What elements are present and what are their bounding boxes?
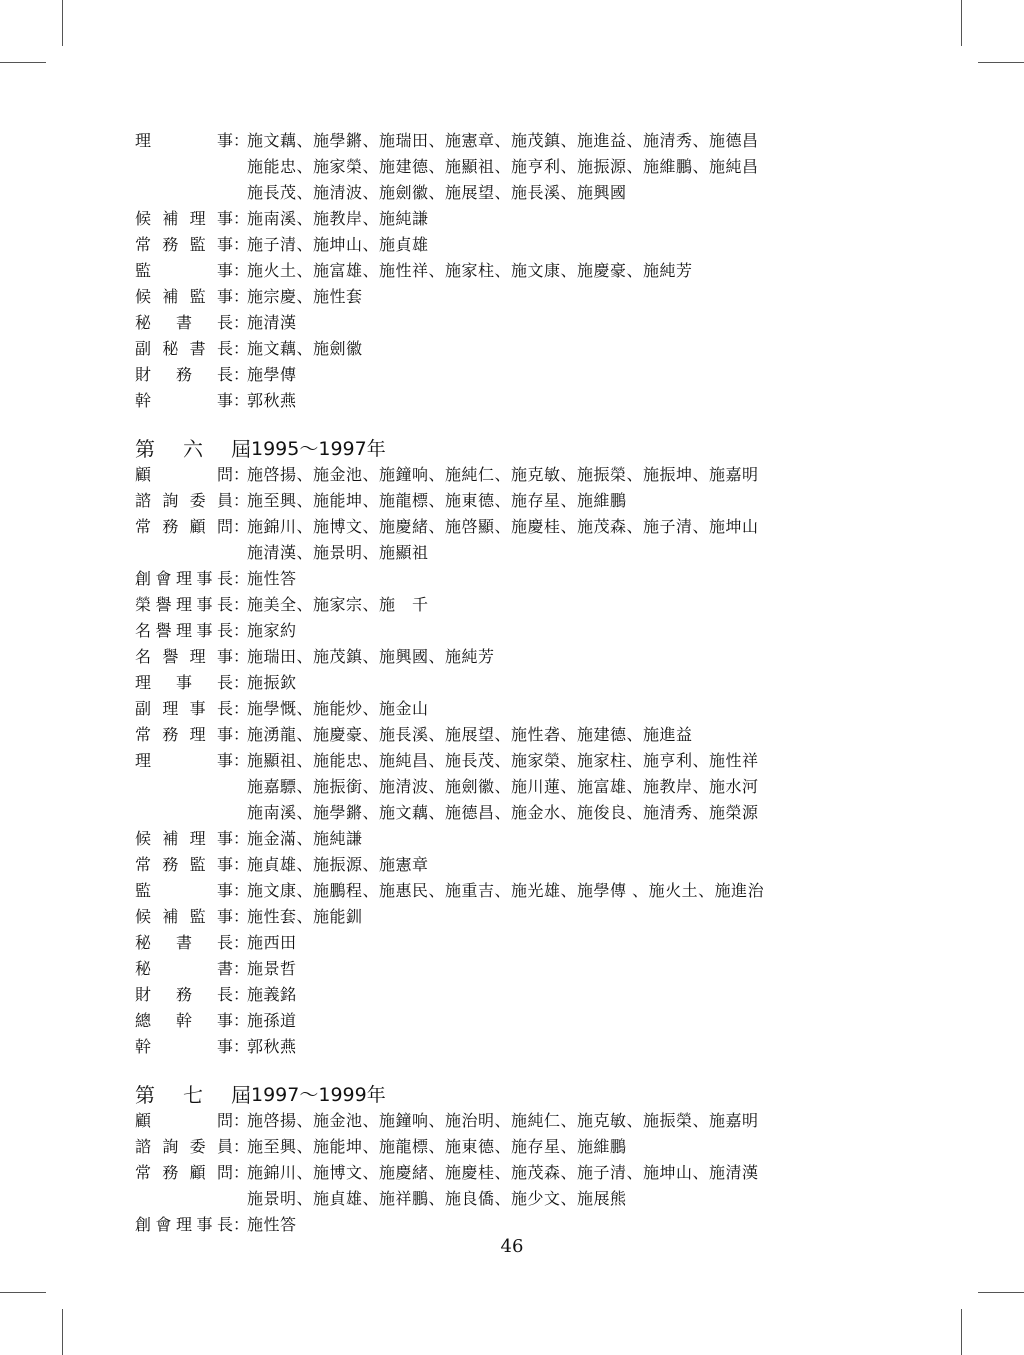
crop-mark-top-right-v (961, 0, 962, 46)
member-names (247, 592, 915, 618)
member-names (247, 514, 915, 566)
role-label: 候 補 監 事 ： (135, 287, 250, 306)
names-line: 施瑞田、施茂鎮、施興國、施純芳 (247, 647, 495, 666)
roster-row (135, 462, 915, 488)
member-names (247, 488, 915, 514)
term-title: 第 七 屆 (135, 1083, 251, 1107)
names-line: 施美全、施家宗、施 千 (247, 595, 429, 614)
role-label: 常 務 監 事 ： (135, 855, 250, 874)
roster-row (135, 644, 915, 670)
names-line: 施顯祖、施能忠、施純昌、施長茂、施家榮、施家柱、施亨利、施性祥 (247, 751, 759, 770)
names-line: 施宗慶、施性套 (247, 287, 363, 306)
role-label: 常 務 顧 問 ： (135, 517, 250, 536)
names-line: 施能忠、施家榮、施建德、施顯祖、施亨利、施振源、施維鵬、施純昌 (247, 157, 759, 176)
roster-row (135, 930, 915, 956)
member-names (247, 362, 915, 388)
member-names (247, 1160, 915, 1212)
member-names (247, 462, 915, 488)
term-years: 1995～1997年 (251, 438, 386, 460)
role-label: 理 事 ： (135, 131, 250, 150)
names-line: 郭秋燕 (247, 1037, 297, 1056)
roster-row (135, 336, 915, 362)
names-line: 施清漢 (247, 313, 297, 332)
role-label: 監 事 ： (135, 261, 250, 280)
role-label: 名 譽 理 事 長 ： (135, 621, 250, 640)
member-names (247, 618, 915, 644)
member-names (247, 748, 915, 826)
role-label: 候 補 理 事 ： (135, 209, 250, 228)
roster-row (135, 310, 915, 336)
crop-mark-bottom-left-v (62, 1309, 63, 1355)
names-line: 施性答 (247, 1215, 297, 1234)
member-names (247, 206, 915, 232)
member-names (247, 232, 915, 258)
names-line: 施清漢、施景明、施顯祖 (247, 543, 429, 562)
term-heading (135, 436, 915, 462)
member-names (247, 388, 915, 414)
role-label: 秘 書 長 ： (135, 313, 250, 332)
roster-row (135, 982, 915, 1008)
member-names (247, 1134, 915, 1160)
roster-row (135, 696, 915, 722)
member-names (247, 1212, 915, 1238)
role-label: 顧 問 ： (135, 1111, 250, 1130)
member-names (247, 258, 915, 284)
names-line: 施長茂、施清波、施劍徽、施展望、施長溪、施興國 (247, 183, 627, 202)
member-names (247, 670, 915, 696)
names-line: 施家約 (247, 621, 297, 640)
roster-row (135, 1108, 915, 1134)
member-names (247, 878, 915, 904)
names-line: 施文藕、施學鏘、施瑞田、施憲章、施茂鎮、施進益、施清秀、施德昌 (247, 131, 759, 150)
roster-row (135, 128, 915, 206)
member-names (247, 930, 915, 956)
role-label: 諮 詢 委 員 ： (135, 1137, 250, 1156)
roster-content (135, 128, 915, 1238)
role-label: 候 補 理 事 ： (135, 829, 250, 848)
names-line: 施至興、施能坤、施龍標、施東德、施存星、施維鵬 (247, 1137, 627, 1156)
page-number: 46 (500, 1236, 524, 1257)
role-label: 常 務 理 事 ： (135, 725, 250, 744)
roster-row (135, 748, 915, 826)
crop-mark-top-left-v (62, 0, 63, 46)
names-line: 施貞雄、施振源、施憲章 (247, 855, 429, 874)
role-label: 理 事 長 ： (135, 673, 250, 692)
names-line: 施性套、施能釧 (247, 907, 363, 926)
names-line: 施錦川、施博文、施慶緒、施慶桂、施茂森、施子清、施坤山、施清漢 (247, 1163, 759, 1182)
roster-row (135, 956, 915, 982)
member-names (247, 1108, 915, 1134)
roster-row (135, 1034, 915, 1060)
member-names (247, 722, 915, 748)
member-names (247, 284, 915, 310)
role-label: 顧 問 ： (135, 465, 250, 484)
names-line: 施南溪、施學鏘、施文藕、施德昌、施金水、施俊良、施清秀、施榮源 (247, 803, 759, 822)
term-section (135, 436, 915, 1060)
member-names (247, 1034, 915, 1060)
names-line: 施文藕、施劍徽 (247, 339, 363, 358)
member-names (247, 566, 915, 592)
term-title: 第 六 屆 (135, 437, 251, 461)
crop-mark-bottom-right-h (978, 1292, 1024, 1293)
role-label: 理 事 ： (135, 751, 250, 770)
names-line: 施學傳 (247, 365, 297, 384)
names-line: 施學慨、施能炒、施金山 (247, 699, 429, 718)
roster-row (135, 362, 915, 388)
role-label: 諮 詢 委 員 ： (135, 491, 250, 510)
roster-row (135, 1160, 915, 1212)
member-names (247, 310, 915, 336)
names-line: 郭秋燕 (247, 391, 297, 410)
role-label: 常 務 顧 問 ： (135, 1163, 250, 1182)
role-label: 幹 事 ： (135, 391, 250, 410)
role-label: 副 秘 書 長 ： (135, 339, 250, 358)
names-line: 施啓揚、施金池、施鐘响、施治明、施純仁、施克敏、施振榮、施嘉明 (247, 1111, 759, 1130)
names-line: 施子清、施坤山、施貞雄 (247, 235, 429, 254)
term-heading (135, 1082, 915, 1108)
roster-row (135, 852, 915, 878)
member-names (247, 696, 915, 722)
roster-row (135, 1008, 915, 1034)
names-line: 施景哲 (247, 959, 297, 978)
roster-row (135, 206, 915, 232)
names-line: 施性答 (247, 569, 297, 588)
roster-row (135, 488, 915, 514)
names-line: 施振欽 (247, 673, 297, 692)
role-label: 創 會 理 事 長 ： (135, 569, 250, 588)
term-years: 1997～1999年 (251, 1084, 386, 1106)
role-label: 榮 譽 理 事 長 ： (135, 595, 250, 614)
role-label: 副 理 事 長 ： (135, 699, 250, 718)
roster-row (135, 232, 915, 258)
role-label: 財 務 長 ： (135, 985, 250, 1004)
roster-row (135, 618, 915, 644)
crop-mark-top-left-h (0, 62, 46, 63)
member-names (247, 826, 915, 852)
member-names (247, 128, 915, 206)
member-names (247, 852, 915, 878)
names-line: 施火土、施富雄、施性祥、施家柱、施文康、施慶豪、施純芳 (247, 261, 693, 280)
roster-row (135, 722, 915, 748)
names-line: 施孫道 (247, 1011, 297, 1030)
roster-row (135, 670, 915, 696)
names-line: 施文康、施鵬程、施惠民、施重吉、施光雄、施學傳 、施火土、施進治 (247, 881, 765, 900)
term-section (135, 1082, 915, 1238)
names-line: 施景明、施貞雄、施祥鵬、施良僑、施少文、施展熊 (247, 1189, 627, 1208)
roster-row (135, 592, 915, 618)
role-label: 幹 事 ： (135, 1037, 250, 1056)
roster-row (135, 1134, 915, 1160)
names-line: 施湧龍、施慶豪、施長溪、施展望、施性砻、施建德、施進益 (247, 725, 693, 744)
member-names (247, 904, 915, 930)
member-names (247, 644, 915, 670)
roster-row (135, 566, 915, 592)
role-label: 財 務 長 ： (135, 365, 250, 384)
member-names (247, 1008, 915, 1034)
roster-row (135, 514, 915, 566)
role-label: 創 會 理 事 長 ： (135, 1215, 250, 1234)
names-line: 施至興、施能坤、施龍標、施東德、施存星、施維鵬 (247, 491, 627, 510)
roster-row (135, 258, 915, 284)
crop-mark-top-right-h (978, 62, 1024, 63)
roster-row (135, 1212, 915, 1238)
member-names (247, 956, 915, 982)
role-label: 常 務 監 事 ： (135, 235, 250, 254)
names-line: 施義銘 (247, 985, 297, 1004)
term-section (135, 128, 915, 414)
role-label: 候 補 監 事 ： (135, 907, 250, 926)
member-names (247, 336, 915, 362)
roster-row (135, 826, 915, 852)
names-line: 施啓揚、施金池、施鐘响、施純仁、施克敏、施振榮、施振坤、施嘉明 (247, 465, 759, 484)
roster-row (135, 904, 915, 930)
role-label: 秘 書 ： (135, 959, 250, 978)
names-line: 施嘉驃、施振銜、施清波、施劍徽、施川蓮、施富雄、施教岸、施水河 (247, 777, 759, 796)
role-label: 名 譽 理 事 ： (135, 647, 250, 666)
names-line: 施金滿、施純謙 (247, 829, 363, 848)
crop-mark-bottom-left-h (0, 1292, 46, 1293)
member-names (247, 982, 915, 1008)
role-label: 秘 書 長 ： (135, 933, 250, 952)
crop-mark-bottom-right-v (961, 1309, 962, 1355)
roster-row (135, 284, 915, 310)
role-label: 監 事 ： (135, 881, 250, 900)
roster-row (135, 878, 915, 904)
names-line: 施西田 (247, 933, 297, 952)
names-line: 施錦川、施博文、施慶緒、施啓顯、施慶桂、施茂森、施子清、施坤山 (247, 517, 759, 536)
role-label: 總 幹 事 ： (135, 1011, 250, 1030)
roster-row (135, 388, 915, 414)
names-line: 施南溪、施教岸、施純謙 (247, 209, 429, 228)
